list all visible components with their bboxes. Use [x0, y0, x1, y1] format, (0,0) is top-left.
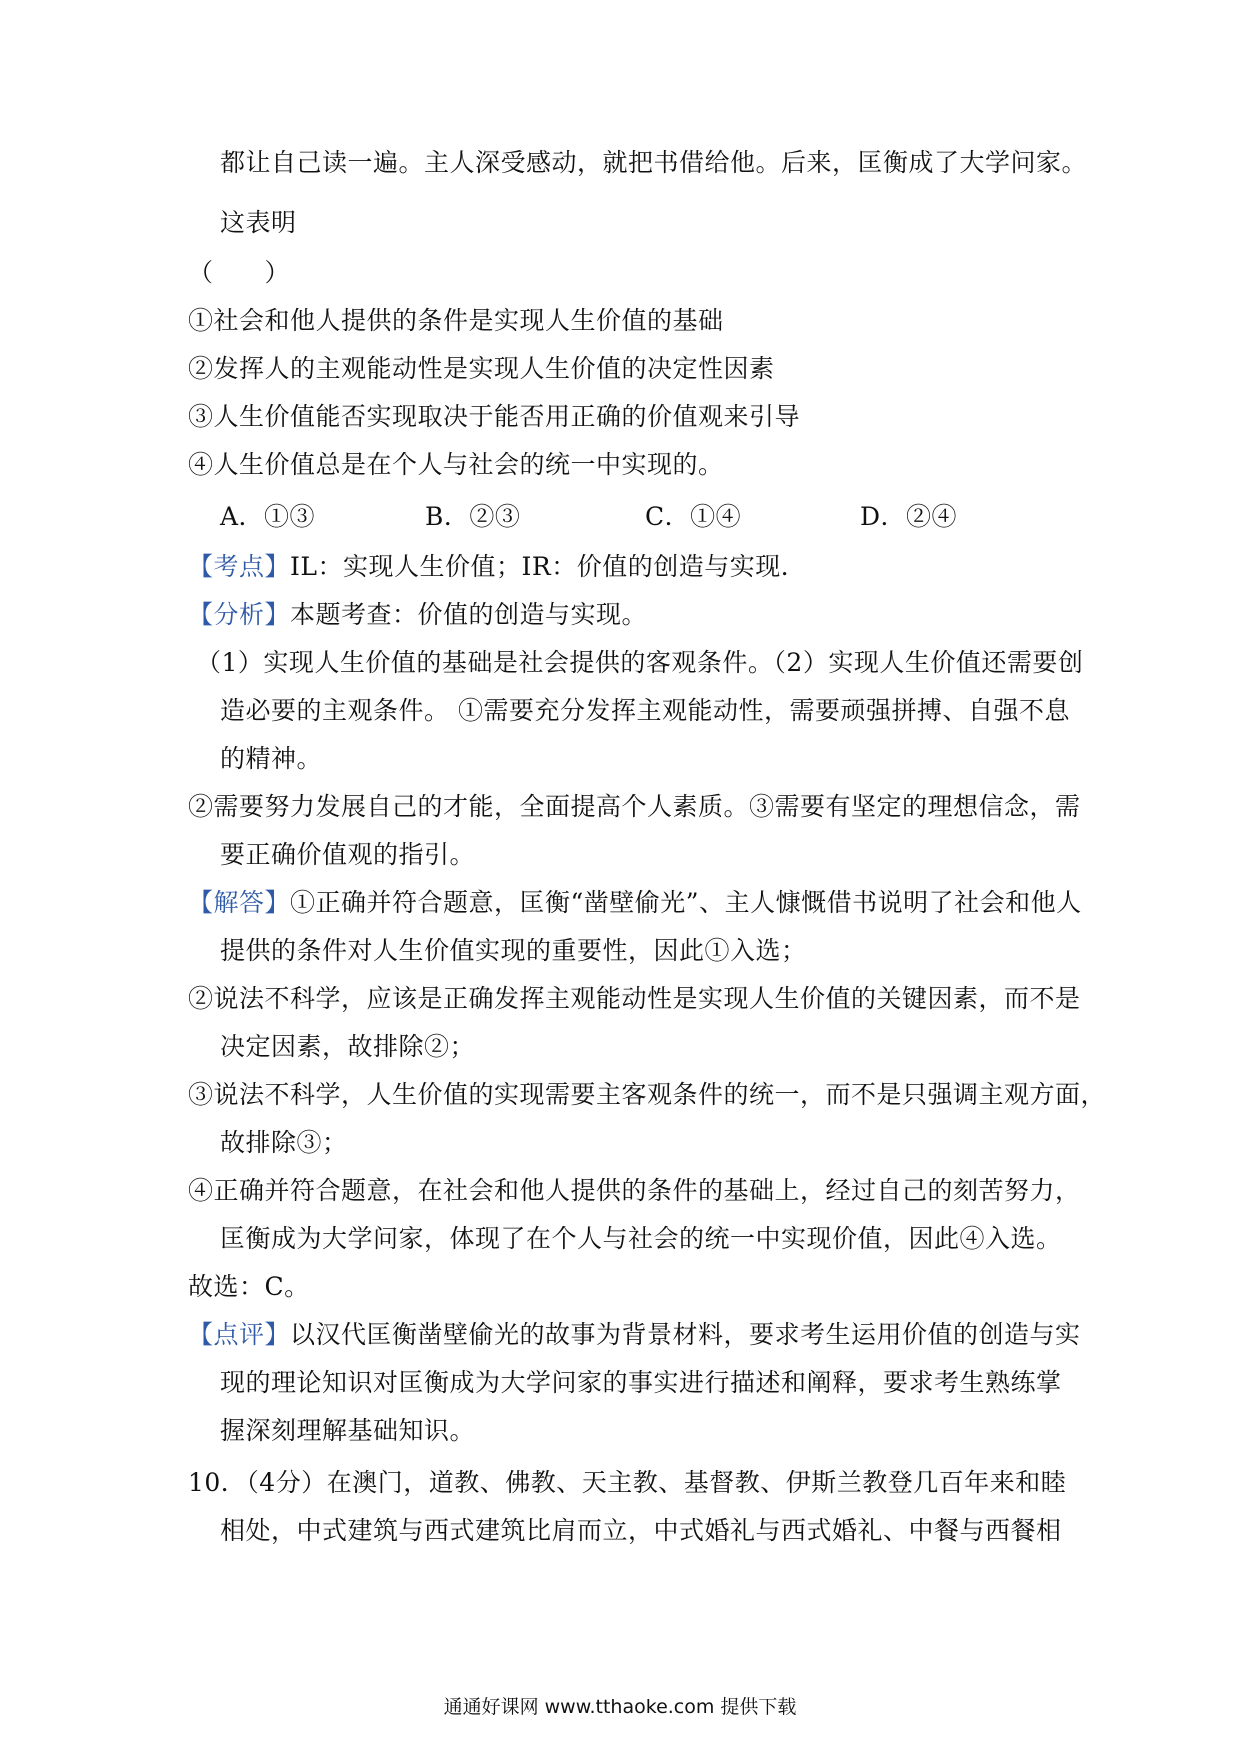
- jieda-line-3: 决定因素，故排除②；: [220, 1032, 476, 1061]
- jieda-tag: 【解答】: [188, 888, 291, 917]
- question-10-line-2: 相处，中式建筑与西式建筑比肩而立，中式婚礼与西式婚礼、中餐与西餐相: [220, 1516, 1062, 1545]
- question-10-line-1: 10．（4分）在澳门，道教、佛教、天主教、基督教、伊斯兰教登几百年来和睦: [188, 1468, 1067, 1497]
- statement-2: ②发挥人的主观能动性是实现人生价值的决定性因素: [188, 354, 775, 383]
- option-row: [220, 500, 980, 534]
- dianping-line: [188, 1318, 1081, 1352]
- jieda-line-6: ④正确并符合题意，在社会和他人提供的条件的基础上，经过自己的刻苦努力，: [188, 1176, 1081, 1205]
- answer-blank: （ ）: [188, 258, 291, 287]
- fenxi-detail-1: （1）实现人生价值的基础是社会提供的客观条件。（2）实现人生价值还需要创: [196, 648, 1084, 677]
- fenxi-detail-3: 的精神。: [220, 744, 323, 773]
- kaodian-text: IL：实现人生价值；IR：价值的创造与实现．: [290, 552, 807, 581]
- fenxi-text: 本题考查：价值的创造与实现。: [290, 600, 648, 629]
- fenxi-detail-4: ②需要努力发展自己的才能，全面提高个人素质。③需要有坚定的理想信念，需: [188, 792, 1081, 821]
- page-footer: 通通好课网 www.tthaoke.com 提供下载: [443, 1696, 797, 1718]
- statement-1: ①社会和他人提供的条件是实现人生价值的基础: [188, 306, 724, 335]
- jieda-line-7: 匡衡成为大学问家，体现了在个人与社会的统一中实现价值，因此④入选。: [220, 1224, 1062, 1253]
- jieda-line-1: 提供的条件对人生价值实现的重要性，因此①入选；: [220, 936, 807, 965]
- fenxi-line: [188, 598, 647, 632]
- dianping-line-1: 现的理论知识对匡衡成为大学问家的事实进行描述和阐释，要求考生熟练掌: [220, 1368, 1062, 1397]
- jieda-line: [188, 886, 1082, 920]
- kaodian-line: [188, 550, 806, 584]
- jieda-line-5: 故排除③；: [220, 1128, 348, 1157]
- option-d: D．②④: [860, 502, 958, 531]
- fenxi-detail-2: 造必要的主观条件。 ①需要充分发挥主观能动性，需要顽强拼搏、自强不息: [220, 696, 1070, 725]
- kaodian-tag: 【考点】: [188, 552, 291, 581]
- option-b: B．②③: [425, 502, 521, 531]
- dianping-tag: 【点评】: [188, 1320, 291, 1349]
- dianping-first: 以汉代匡衡凿壁偷光的故事为背景材料，要求考生运用价值的创造与实: [290, 1320, 1081, 1349]
- jieda-line-4: ③说法不科学，人生价值的实现需要主客观条件的统一，而不是只强调主观方面，: [188, 1080, 1107, 1109]
- fenxi-detail-5: 要正确价值观的指引。: [220, 840, 476, 869]
- fenxi-tag: 【分析】: [188, 600, 291, 629]
- question-stem-end: 这表明: [220, 208, 297, 237]
- final-answer: 故选：C。: [188, 1272, 310, 1301]
- statement-4: ④人生价值总是在个人与社会的统一中实现的。: [188, 450, 724, 479]
- statement-3: ③人生价值能否实现取决于能否用正确的价值观来引导: [188, 402, 801, 431]
- jieda-first: ①正确并符合题意，匡衡“凿壁偷光”、主人慷慨借书说明了社会和他人: [290, 888, 1082, 917]
- question-stem-tail: 都让自己读一遍。主人深受感动，就把书借给他。后来，匡衡成了大学问家。: [220, 148, 1088, 177]
- jieda-line-2: ②说法不科学，应该是正确发挥主观能动性是实现人生价值的关键因素，而不是: [188, 984, 1081, 1013]
- option-c: C．①④: [645, 502, 742, 531]
- dianping-line-2: 握深刻理解基础知识。: [220, 1416, 476, 1445]
- option-a: A．①③: [220, 502, 316, 531]
